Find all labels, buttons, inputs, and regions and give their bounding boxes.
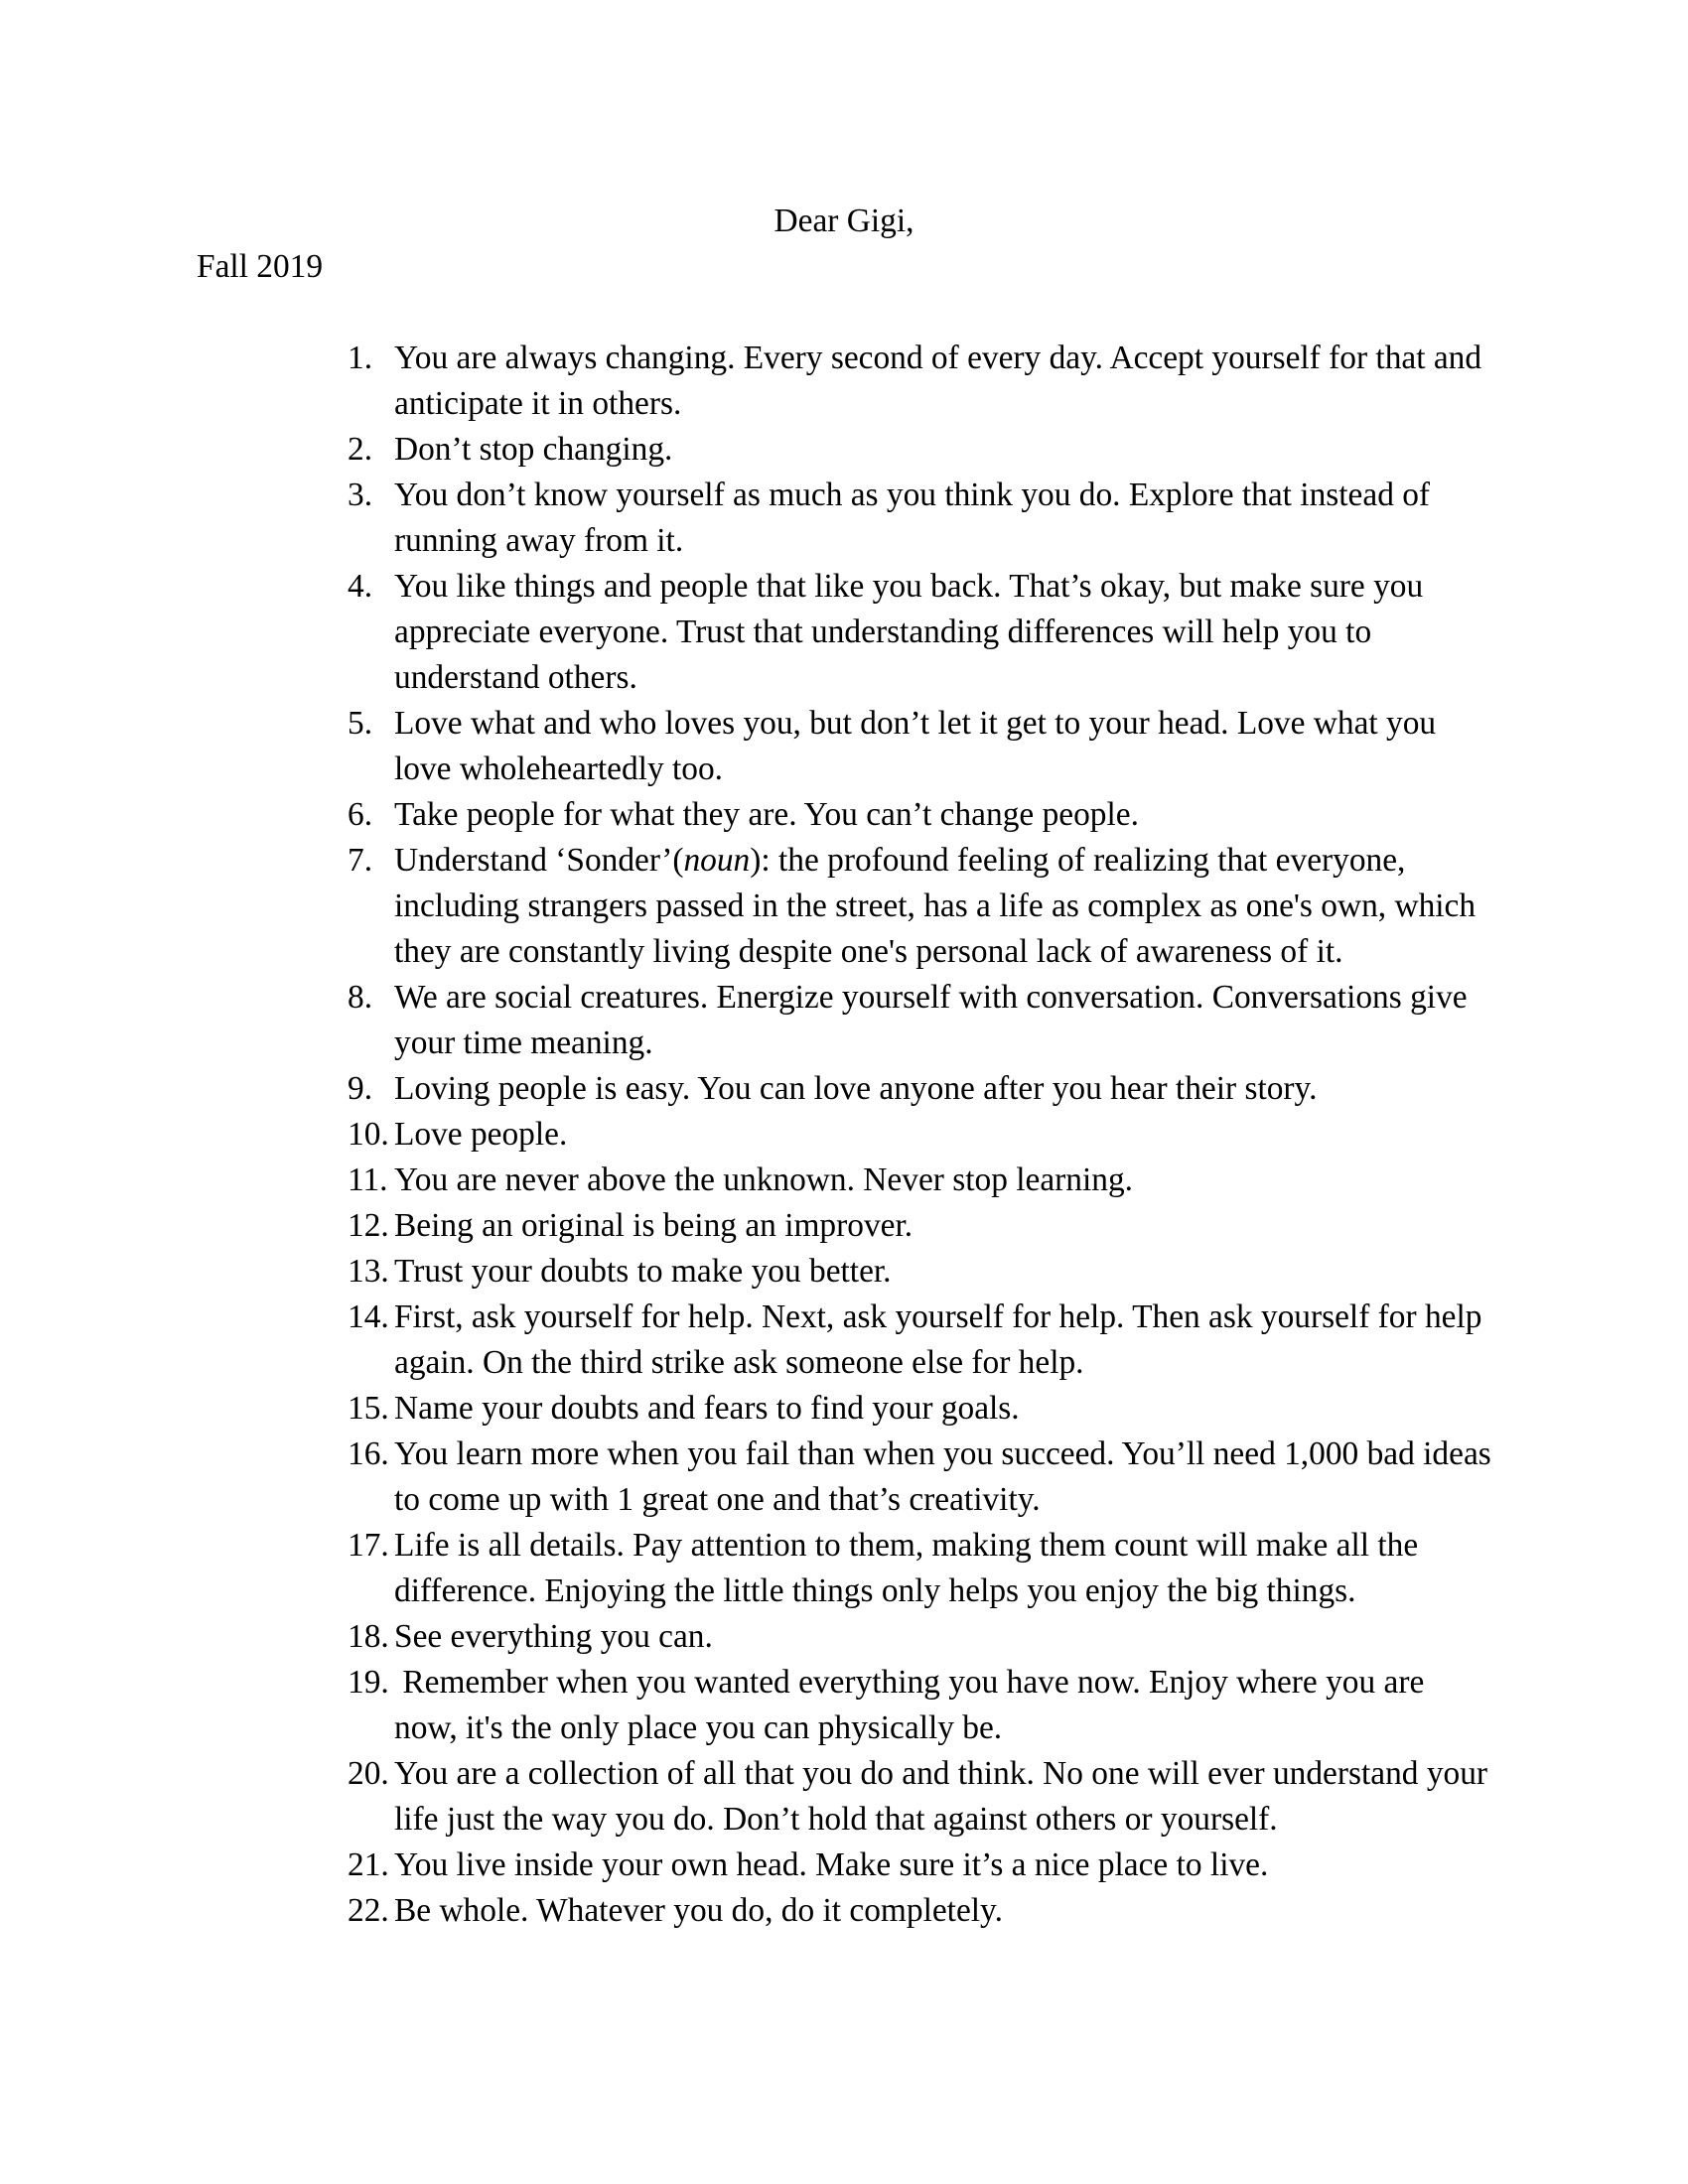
list-item — [348, 1843, 1494, 1888]
list-item-text: Love people. — [394, 1116, 568, 1153]
list-item — [348, 701, 1494, 792]
list-item — [348, 1386, 1494, 1432]
list-item — [348, 1523, 1494, 1614]
list-item-text: Remember when you wanted everything you have now. Enjoy where you are now, it's the only place you can physically be. — [394, 1664, 1433, 1746]
list-item-number: 19. — [348, 1664, 389, 1701]
list-item-number: 17. — [348, 1527, 389, 1564]
list-item — [348, 1066, 1494, 1112]
list-item-text: You are always changing. Every second of every day. Accept yourself for that and anticipate it in others. — [394, 340, 1490, 422]
list-item-text: You live inside your own head. Make sure it’s a nice place to live. — [394, 1846, 1269, 1883]
list-item-number: 18. — [348, 1618, 389, 1655]
list-item — [348, 1112, 1494, 1158]
list-item — [348, 1158, 1494, 1203]
list-item — [348, 473, 1494, 564]
list-item-text: You don’t know yourself as much as you think you do. Explore that instead of running away from it. — [394, 477, 1439, 559]
list-item — [348, 1203, 1494, 1249]
list-item-text: Life is all details. Pay attention to them, making them count will make all the difference. Enjoying the little things only helps you enjoy the big things. — [394, 1527, 1427, 1609]
list-item-text: Trust your doubts to make you better. — [394, 1253, 892, 1290]
list-item-text: Take people for what they are. You can’t change people. — [394, 796, 1139, 833]
list-item-number: 4. — [348, 568, 373, 605]
advice-list — [348, 336, 1500, 1934]
list-item-text: Being an original is being an improver. — [394, 1207, 914, 1244]
list-item-text: You are a collection of all that you do and think. No one will ever understand your life just the way you do. Don’t hold that against others or yourself. — [394, 1755, 1496, 1838]
list-item-text: You are never above the unknown. Never stop learning. — [394, 1161, 1133, 1198]
list-item — [348, 1249, 1494, 1295]
list-item — [348, 1432, 1500, 1523]
salutation: Dear Gigi, — [774, 203, 914, 239]
list-item-number: 13. — [348, 1253, 389, 1290]
list-item-number: 12. — [348, 1207, 389, 1244]
list-item — [348, 1295, 1494, 1386]
list-item-text: Loving people is easy. You can love anyone after you hear their story. — [394, 1070, 1318, 1107]
list-item-text: We are social creatures. Energize yourself with conversation. Conversations give your time meaning. — [394, 979, 1476, 1061]
list-item-number: 16. — [348, 1435, 389, 1472]
list-item-number: 14. — [348, 1298, 389, 1335]
list-item-text: Name your doubts and fears to find your goals. — [394, 1390, 1020, 1427]
list-item — [348, 792, 1494, 838]
list-item-number: 5. — [348, 705, 373, 742]
list-item-number: 7. — [348, 842, 373, 879]
list-item-number: 21. — [348, 1846, 389, 1883]
list-item-text: Don’t stop changing. — [394, 431, 673, 468]
list-item-number: 3. — [348, 477, 373, 513]
list-item-text: You learn more when you fail than when you succeed. You’ll need 1,000 bad ideas to come up with 1 great one and that’s creativity. — [394, 1435, 1500, 1518]
list-item — [348, 975, 1494, 1066]
list-item-number: 11. — [348, 1161, 388, 1198]
list-item-text: Be whole. Whatever you do, do it completely. — [394, 1892, 1003, 1929]
list-item-number: 8. — [348, 979, 373, 1016]
list-item-number: 10. — [348, 1116, 389, 1153]
list-item — [348, 336, 1494, 427]
list-item-number: 22. — [348, 1892, 389, 1929]
list-item-text: You like things and people that like you back. That’s okay, but make sure you appreciate everyone. Trust that understanding differences will help you to understand others. — [394, 568, 1432, 696]
list-item-number: 6. — [348, 796, 373, 833]
list-item — [348, 564, 1494, 701]
list-item-number: 2. — [348, 431, 373, 468]
list-item — [348, 1614, 1494, 1660]
list-item-number: 9. — [348, 1070, 373, 1107]
list-item — [348, 427, 1494, 473]
list-item — [348, 1660, 1494, 1751]
list-item — [348, 1751, 1494, 1843]
list-item-number: 15. — [348, 1390, 389, 1427]
date-line: Fall 2019 — [197, 248, 324, 285]
list-item-text: Understand ‘Sonder’(noun): the profound feeling of realizing that everyone, including strangers passed in the street, has a life as complex as one's own, which they are constantly living despite one's personal lack of awareness of it. — [394, 842, 1484, 970]
list-item-text: Love what and who loves you, but don’t let it get to your head. Love what you love wholeheartedly too. — [394, 705, 1445, 787]
list-item-text: See everything you can. — [394, 1618, 713, 1655]
list-item — [348, 838, 1494, 975]
list-item-number: 1. — [348, 340, 373, 376]
list-item-number: 20. — [348, 1755, 389, 1792]
list-item-text: First, ask yourself for help. Next, ask yourself for help. Then ask yourself for help again. On the third strike ask someone else for help. — [394, 1298, 1490, 1381]
list-item — [348, 1888, 1494, 1934]
